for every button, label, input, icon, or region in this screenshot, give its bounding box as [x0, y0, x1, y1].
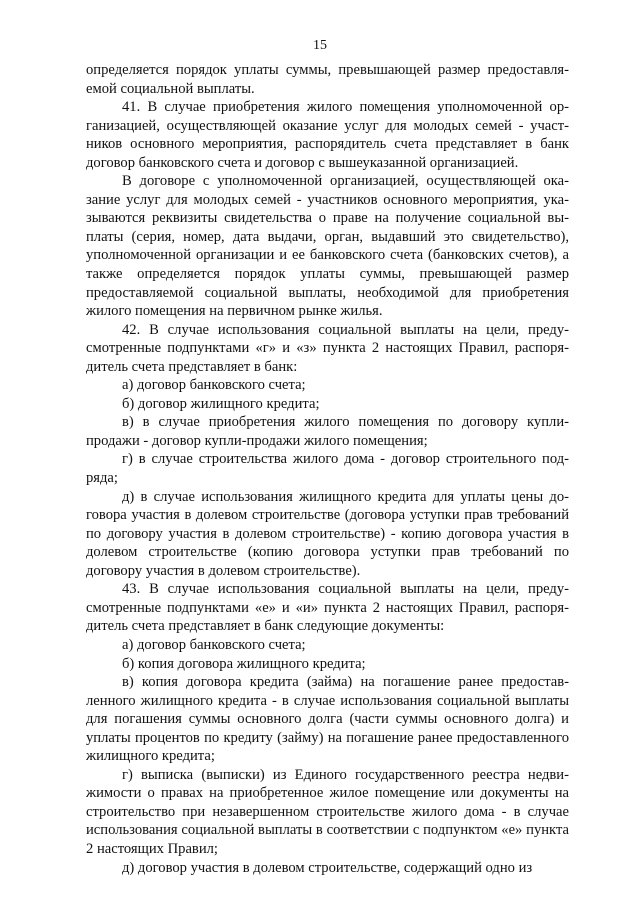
paragraph: определяется порядок уплаты суммы, превышающей размер предоставляемой социальной выплаты. — [86, 62, 569, 97]
paragraph: а) договор банковского счета; — [122, 636, 306, 653]
document-body — [86, 61, 569, 877]
paragraph: В договоре с уполномоченной организацией, осуществляющей оказание услуг для молодых семей - участников основного мероприятия, указываются реквизиты свидетельства о праве на получение социальной выплаты (серия, номер, дата выдачи, орган, выдавший это свидетельство), уполномоченной организации и ее банковского счета (банковских счетов), а также определяется порядок уплаты суммы, превышающей размер предоставляемой социальной выплаты, необходимой для приобретения жилого помещения на первичном рынке жилья. — [86, 173, 569, 320]
paragraph: г) выписка (выписки) из Единого государственного реестра недвижимости о правах на приобретенное жилое помещение или документы на строительство при незавершенном строительстве жилого дома - в случае использования социальной выплаты в соответствии с подпунктом «е» пункта 2 настоящих Правил; — [86, 766, 569, 857]
paragraph: в) в случае приобретения жилого помещения по договору купли-продажи - договор купли-продажи жилого помещения; — [86, 414, 569, 449]
paragraph: 43. В случае использования социальной выплаты на цели, предусмотренные подпунктами «е» и «и» пункта 2 настоящих Правил, распорядитель счета представляет в банк следующие документы: — [86, 581, 569, 635]
paragraph: а) договор банковского счета; — [122, 377, 306, 394]
paragraph: 41. В случае приобретения жилого помещения уполномоченной организацией, осуществляющей оказание услуг для молодых семей - участников основного мероприятия, распорядитель счета представляет в банк договор банковского счета и договор с вышеуказанной организацией. — [86, 99, 569, 171]
paragraph: г) в случае строительства жилого дома - договор строительного подряда; — [86, 451, 569, 487]
paragraph: д) договор участия в долевом строительстве, содержащий одно из — [122, 859, 533, 876]
paragraph: б) договор жилищного кредита; — [122, 395, 320, 412]
page-number: 15 — [313, 38, 327, 53]
paragraph: б) копия договора жилищного кредита; — [122, 655, 366, 672]
paragraph: д) в случае использования жилищного кредита для уплаты цены договора участия в долевом строительстве (договора уступки прав требований по договору участия в долевом строительстве) - копию договора участия в долевом строительстве (копию договора уступки прав требований по договору участия в долевом строительстве). — [86, 488, 569, 579]
paragraph: 42. В случае использования социальной выплаты на цели, предусмотренные подпунктами «г» и «з» пункта 2 настоящих Правил, распорядитель счета представляет в банк: — [86, 321, 569, 375]
paragraph: в) копия договора кредита (займа) на погашение ранее предоставленного жилищного кредита - в случае использования социальной выплаты для погашения суммы основного долга (части суммы основного долга) и уплаты процентов по кредиту (займу) на погашение ранее предоставленного жилищного кредита; — [86, 674, 569, 765]
